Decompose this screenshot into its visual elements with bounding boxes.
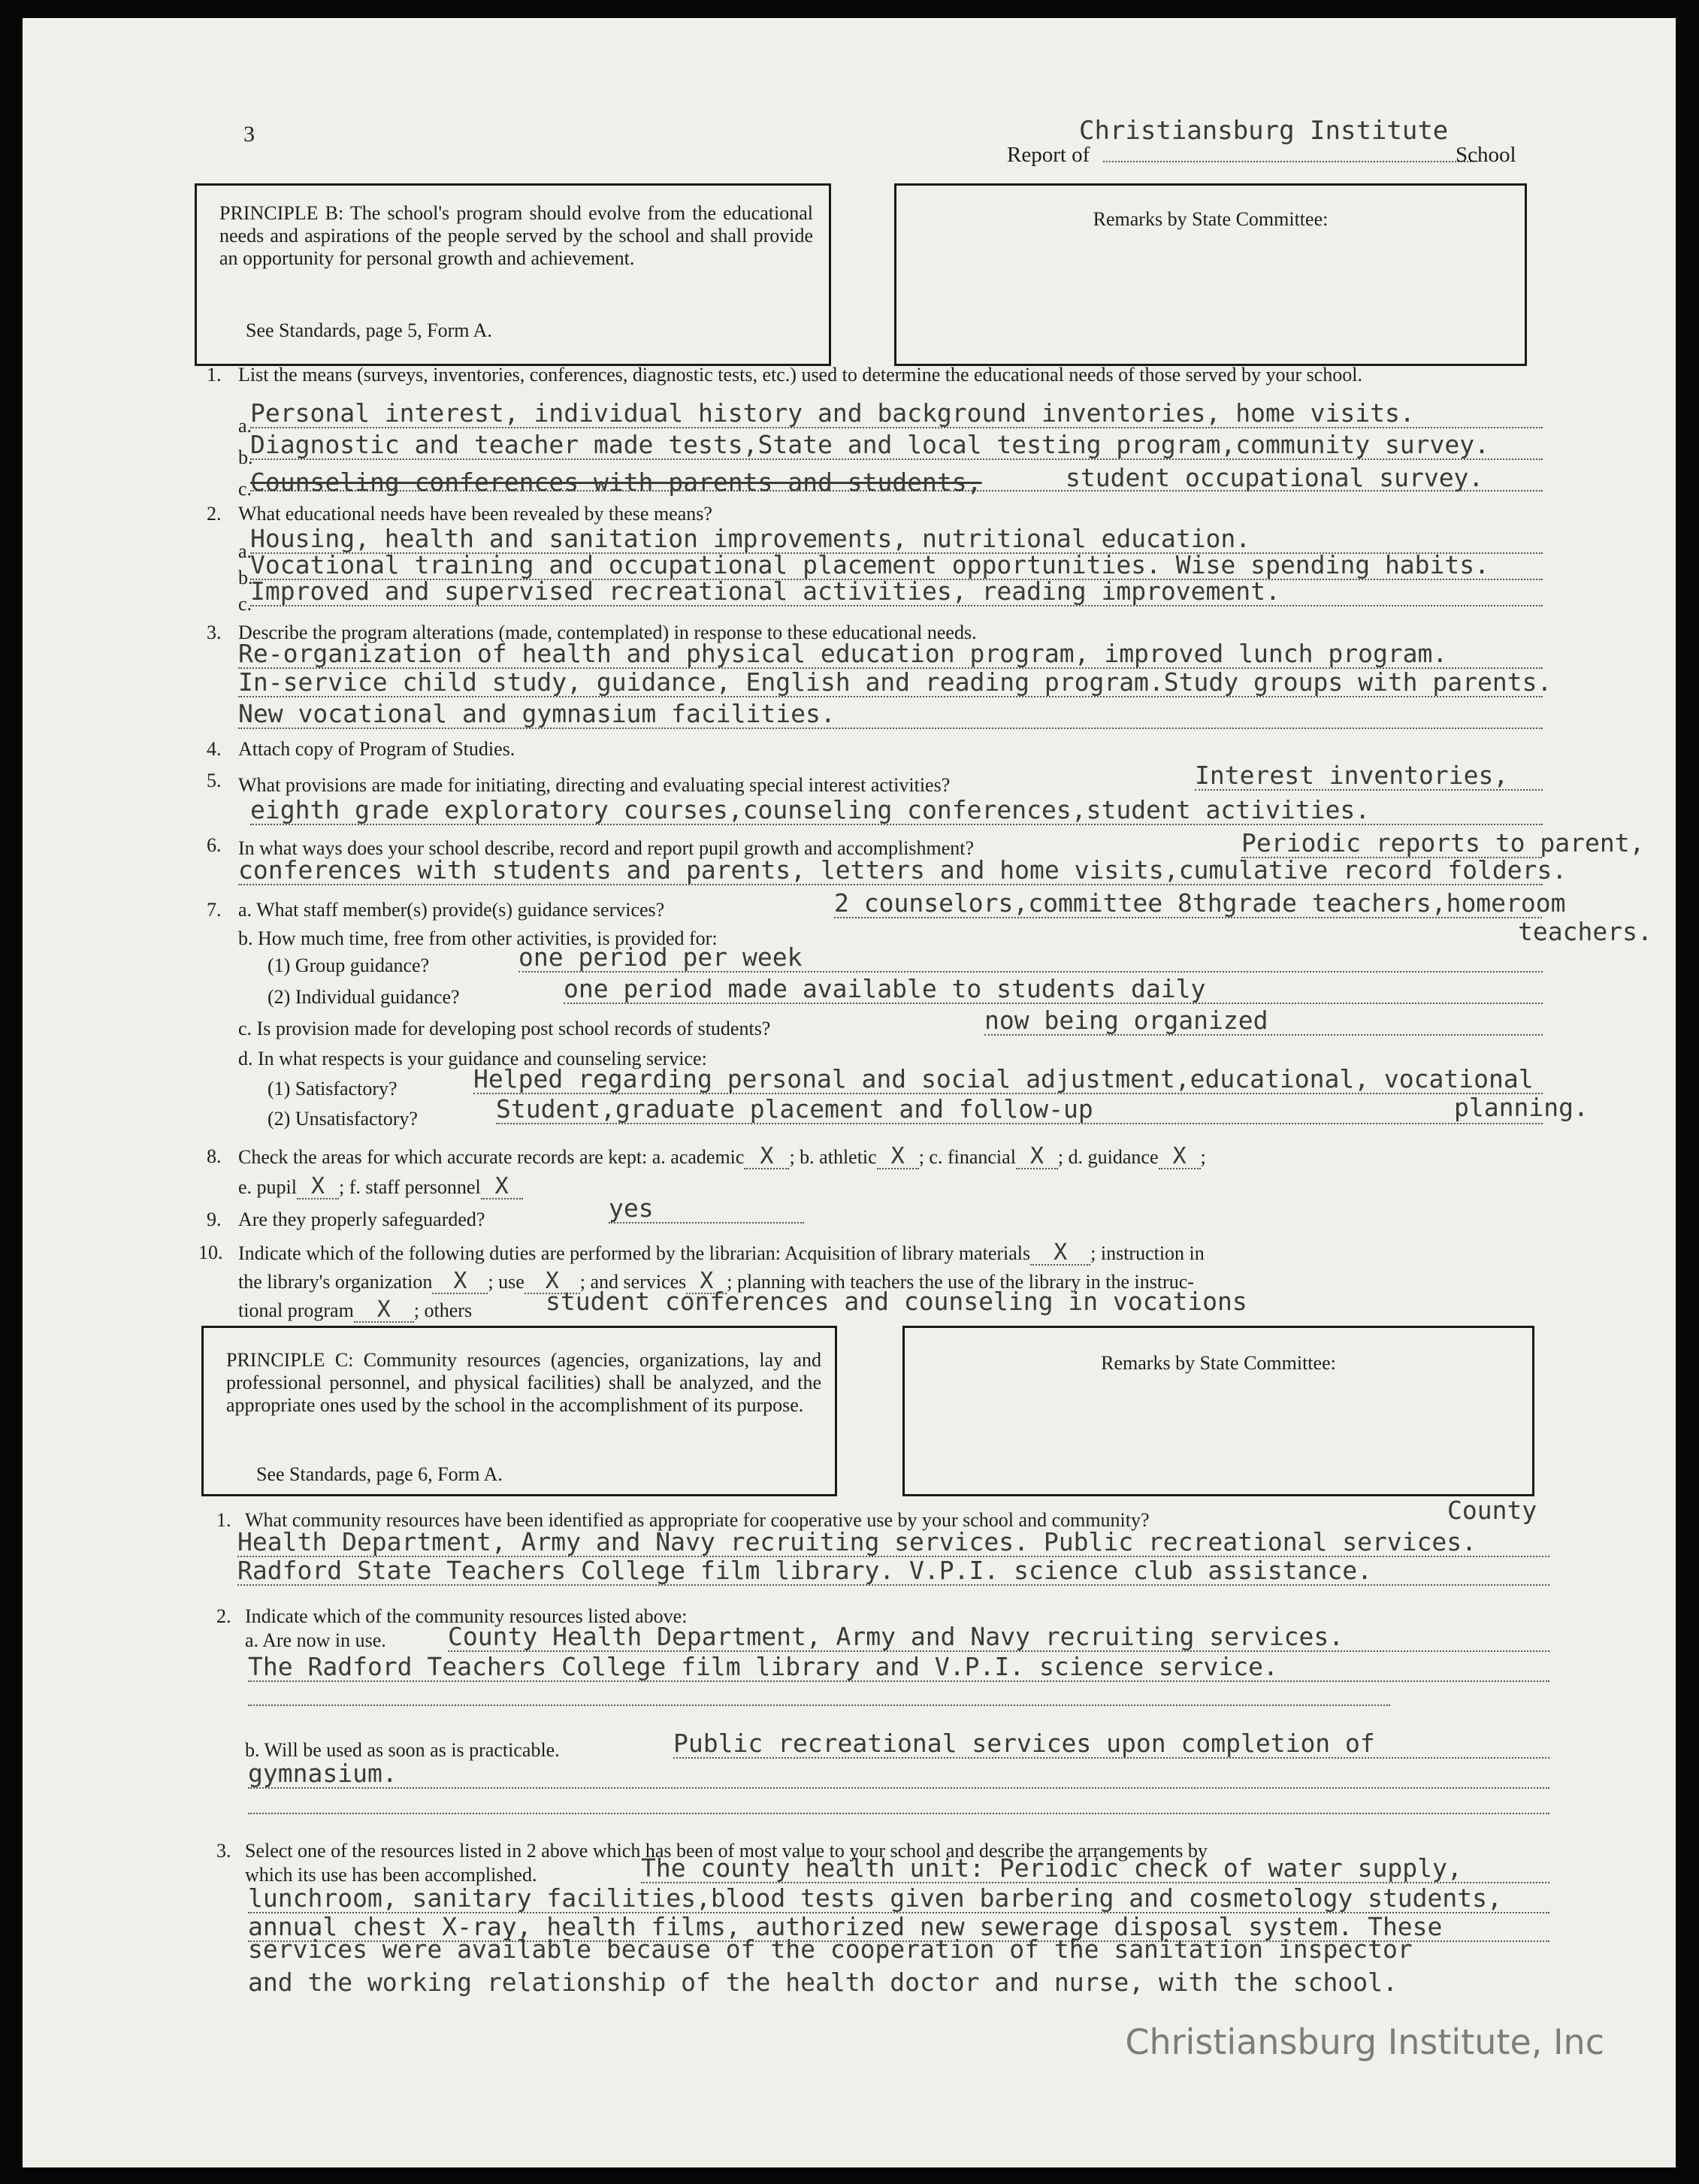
q10-organization-mark: X — [432, 1270, 488, 1294]
q9-text: Are they properly safeguarded? — [238, 1208, 485, 1230]
q3-text: Describe the program alterations (made, contemplated) in response to these educational needs. — [238, 622, 977, 643]
q10-program-mark: X — [354, 1299, 414, 1323]
q8-athletic-mark: X — [877, 1145, 919, 1169]
q7b1-text: (1) Group guidance? — [268, 954, 430, 976]
q8-line-2 — [238, 1175, 523, 1199]
q6-number: 6. — [207, 834, 222, 856]
q2-answer-b: Vocational training and occupational placement opportunities. Wise spending habits. — [250, 552, 1543, 580]
watermark: Christiansburg Institute, Inc — [1125, 2022, 1604, 2062]
q10-planning-label: ; planning with teachers the use of the library in the instruc- — [727, 1271, 1194, 1293]
q10-organization-label: the library's organization — [238, 1271, 433, 1293]
q1-b-label: b. — [238, 446, 253, 468]
school-name-line — [1103, 161, 1477, 162]
q1-answer-c-struck: Counseling conferences with parents and students, — [250, 467, 982, 497]
q7c-answer: now being organized — [984, 1007, 1543, 1036]
c2b-answer-2: gymnasium. — [248, 1760, 1549, 1789]
q10-others-label: ; others — [413, 1299, 473, 1321]
q8-financial-label: ; c. financial — [918, 1146, 1016, 1168]
q3-answer-2: In-service child study, guidance, English and reading program.Study groups with parents. — [238, 667, 1552, 697]
q10-acquisition-mark: X — [1030, 1242, 1090, 1266]
q7-number: 7. — [207, 899, 222, 921]
q1-number: 1. — [207, 364, 222, 386]
c2b-answer: Public recreational services upon completion of — [673, 1730, 1549, 1759]
q8-line — [238, 1145, 1206, 1169]
c2a-answer-2: The Radford Teachers College film library and V.P.I. science service. — [248, 1653, 1549, 1682]
q8-pupil-label: e. pupil — [238, 1176, 297, 1198]
c2a-answer: County Health Department, Army and Navy recruiting services. — [448, 1623, 1549, 1652]
q5-text: What provisions are made for initiating, directing and evaluating special interest activities? — [238, 774, 951, 796]
q5-answer-1: Interest inventories, — [1195, 762, 1543, 791]
q8-staff-mark: X — [481, 1175, 523, 1199]
page-number: 3 — [243, 122, 255, 147]
principle-b-remarks-label: Remarks by State Committee: — [1093, 208, 1329, 230]
c3-answer-3: annual chest X-ray, health films, authorized new sewerage disposal system. These — [248, 1913, 1549, 1942]
q2-answer-a: Housing, health and sanitation improvements, nutritional education. — [250, 525, 1543, 554]
c3-answer-1: The county health unit: Periodic check of water supply, — [641, 1855, 1549, 1883]
principle-c-text: PRINCIPLE C: Community resources (agencies, organizations, lay and professional personnel, and physical facilities) shall be analyzed, and the appropriate ones used by the school in the accomplishment of its purpose. — [226, 1349, 821, 1416]
c3-answer-4: services were available because of the cooperation of the sanitation inspector — [248, 1934, 1413, 1964]
c2a-text: a. Are now in use. — [245, 1629, 386, 1651]
c3-text-2: which its use has been accomplished. — [245, 1864, 537, 1886]
q4-text: Attach copy of Program of Studies. — [238, 738, 515, 760]
q6-text: In what ways does your school describe, record and report pupil growth and accomplishment? — [238, 837, 975, 859]
q2-answer-c: Improved and supervised recreational activities, reading improvement. — [250, 578, 1543, 606]
q2-c-label: c. — [238, 593, 252, 615]
q7b2-text: (2) Individual guidance? — [268, 986, 460, 1008]
q4-number: 4. — [207, 738, 222, 760]
form-page — [23, 18, 1676, 2167]
q7d2-text: (2) Unsatisfactory? — [268, 1108, 418, 1130]
q10-program-label: tional program — [238, 1299, 354, 1321]
q8-guidance-label: ; d. guidance — [1057, 1146, 1159, 1168]
q10-services-label: ; and services — [579, 1271, 687, 1293]
q5-number: 5. — [207, 770, 222, 791]
q10-line-3 — [238, 1296, 473, 1323]
q7b2-answer: one period made available to students daily — [564, 976, 1543, 1004]
q3-number: 3. — [207, 622, 222, 643]
q8-financial-mark: X — [1016, 1145, 1058, 1169]
c3-answer-5: and the working relationship of the health doctor and nurse, with the school. — [248, 1968, 1398, 1997]
q1-answer-a: Personal interest, individual history and background inventories, home visits. — [250, 400, 1543, 428]
q1-answer-c: student occupational survey. — [1066, 463, 1484, 492]
principle-c-see: See Standards, page 6, Form A. — [256, 1463, 503, 1485]
q8-athletic-label: ; b. athletic — [789, 1146, 877, 1168]
q10-services-mark: X — [686, 1270, 727, 1294]
q8-end: ; — [1200, 1146, 1206, 1168]
q8-academic-mark: X — [744, 1145, 789, 1169]
principle-c-box — [201, 1326, 837, 1496]
principle-b-see: See Standards, page 5, Form A. — [246, 319, 492, 341]
principle-b-text: PRINCIPLE B: The school's program should evolve from the educational needs and aspirations of the people served by the school and shall provide an opportunity for personal growth and achievement. — [219, 202, 813, 269]
school-name: Christiansburg Institute — [1079, 116, 1449, 146]
c3-answer-2: lunchroom, sanitary facilities,blood tests given barbering and cosmetology students, — [248, 1885, 1549, 1913]
q6-answer-1: Periodic reports to parent, — [1241, 828, 1645, 858]
q2-number: 2. — [207, 503, 222, 525]
q3-answer-1: Re-organization of health and physical education program, improved lunch program. — [238, 640, 1543, 669]
q7d2-answer-2: planning. — [1454, 1093, 1589, 1122]
q6-answer-2: conferences with students and parents, letters and home visits,cumulative record folders. — [238, 855, 1567, 885]
q10-use-mark: X — [525, 1270, 580, 1294]
q1-text: List the means (surveys, inventories, conferences, diagnostic tests, etc.) used to determine the educational needs of those served by your school. — [238, 364, 1363, 386]
q8-guidance-mark: X — [1159, 1145, 1201, 1169]
q7a-answer: 2 counselors,committee 8thgrade teachers,homeroom — [834, 888, 1566, 918]
c1-number: 1. — [216, 1509, 231, 1531]
principle-c-remarks-label: Remarks by State Committee: — [1101, 1352, 1336, 1374]
q2-text: What educational needs have been revealed by these means? — [238, 503, 712, 525]
q7a-answer-2: teachers. — [1518, 917, 1652, 946]
q5-answer-2: eighth grade exploratory courses,counseling conferences,student activities. — [250, 797, 1543, 825]
q8-pupil-mark: X — [297, 1175, 339, 1199]
q1-c-label: c. — [238, 478, 252, 500]
c1-answer-2: Radford State Teachers College film library. V.P.I. science club assistance. — [237, 1557, 1549, 1586]
q9-number: 9. — [207, 1208, 222, 1230]
q9-answer: yes — [609, 1195, 804, 1224]
q10-line-1 — [238, 1239, 1205, 1266]
q10-number: 10. — [198, 1242, 223, 1263]
q10-text-1b: ; instruction in — [1090, 1242, 1205, 1264]
q10-others-answer: student conferences and counseling in vocations — [546, 1287, 1247, 1316]
q7d1-answer: Helped regarding personal and social adjustment,educational, vocational — [473, 1066, 1543, 1094]
c2b-text: b. Will be used as soon as is practicable. — [245, 1739, 560, 1761]
q7d-text: d. In what respects is your guidance and counseling service: — [238, 1048, 707, 1069]
q7d2-answer: Student,graduate placement and follow-up — [496, 1096, 1543, 1124]
q7b-text: b. How much time, free from other activities, is provided for: — [238, 927, 718, 949]
q7c-text: c. Is provision made for developing post school records of students? — [238, 1018, 771, 1039]
c3-text-1: Select one of the resources listed in 2 above which has been of most value to your school and describe the arrangements by — [245, 1840, 1208, 1862]
c2a-blank-line — [248, 1705, 1390, 1706]
q8-number: 8. — [207, 1145, 222, 1167]
q7b1-answer: one period per week — [518, 944, 1543, 973]
c2-number: 2. — [216, 1605, 231, 1627]
q8-text: Check the areas for which accurate records are kept: a. academic — [238, 1146, 745, 1168]
principle-b-box — [195, 183, 831, 366]
principle-c-remarks-box — [902, 1326, 1534, 1496]
q3-answer-3: New vocational and gymnasium facilities. — [238, 700, 1543, 729]
q1-a-label: a. — [238, 415, 252, 437]
q7d1-text: (1) Satisfactory? — [268, 1078, 398, 1100]
q2-b-label: b. — [238, 567, 253, 588]
c1-text: What community resources have been identified as appropriate for cooperative use by your school and community? — [245, 1509, 1150, 1531]
q7a-text: a. What staff member(s) provide(s) guidance services? — [238, 899, 665, 921]
c2b-blank-line — [248, 1813, 1549, 1814]
c2-text: Indicate which of the community resources listed above: — [245, 1605, 688, 1627]
school-label: School — [1456, 143, 1516, 167]
q10-text-1: Indicate which of the following duties are performed by the librarian: Acquisition of library materials — [238, 1242, 1031, 1264]
q10-use-label: ; use — [488, 1271, 525, 1293]
c1-answer-0: County — [1447, 1496, 1537, 1525]
principle-b-remarks-box — [894, 183, 1527, 366]
q1-answer-b: Diagnostic and teacher made tests,State and local testing program,community survey. — [250, 431, 1543, 460]
q8-staff-label: ; f. staff personnel — [339, 1176, 481, 1198]
q2-a-label: a. — [238, 540, 252, 562]
c3-number: 3. — [216, 1840, 231, 1862]
c1-answer-1: Health Department, Army and Navy recruiting services. Public recreational services. — [237, 1529, 1549, 1557]
report-of-label: Report of — [1007, 143, 1090, 167]
